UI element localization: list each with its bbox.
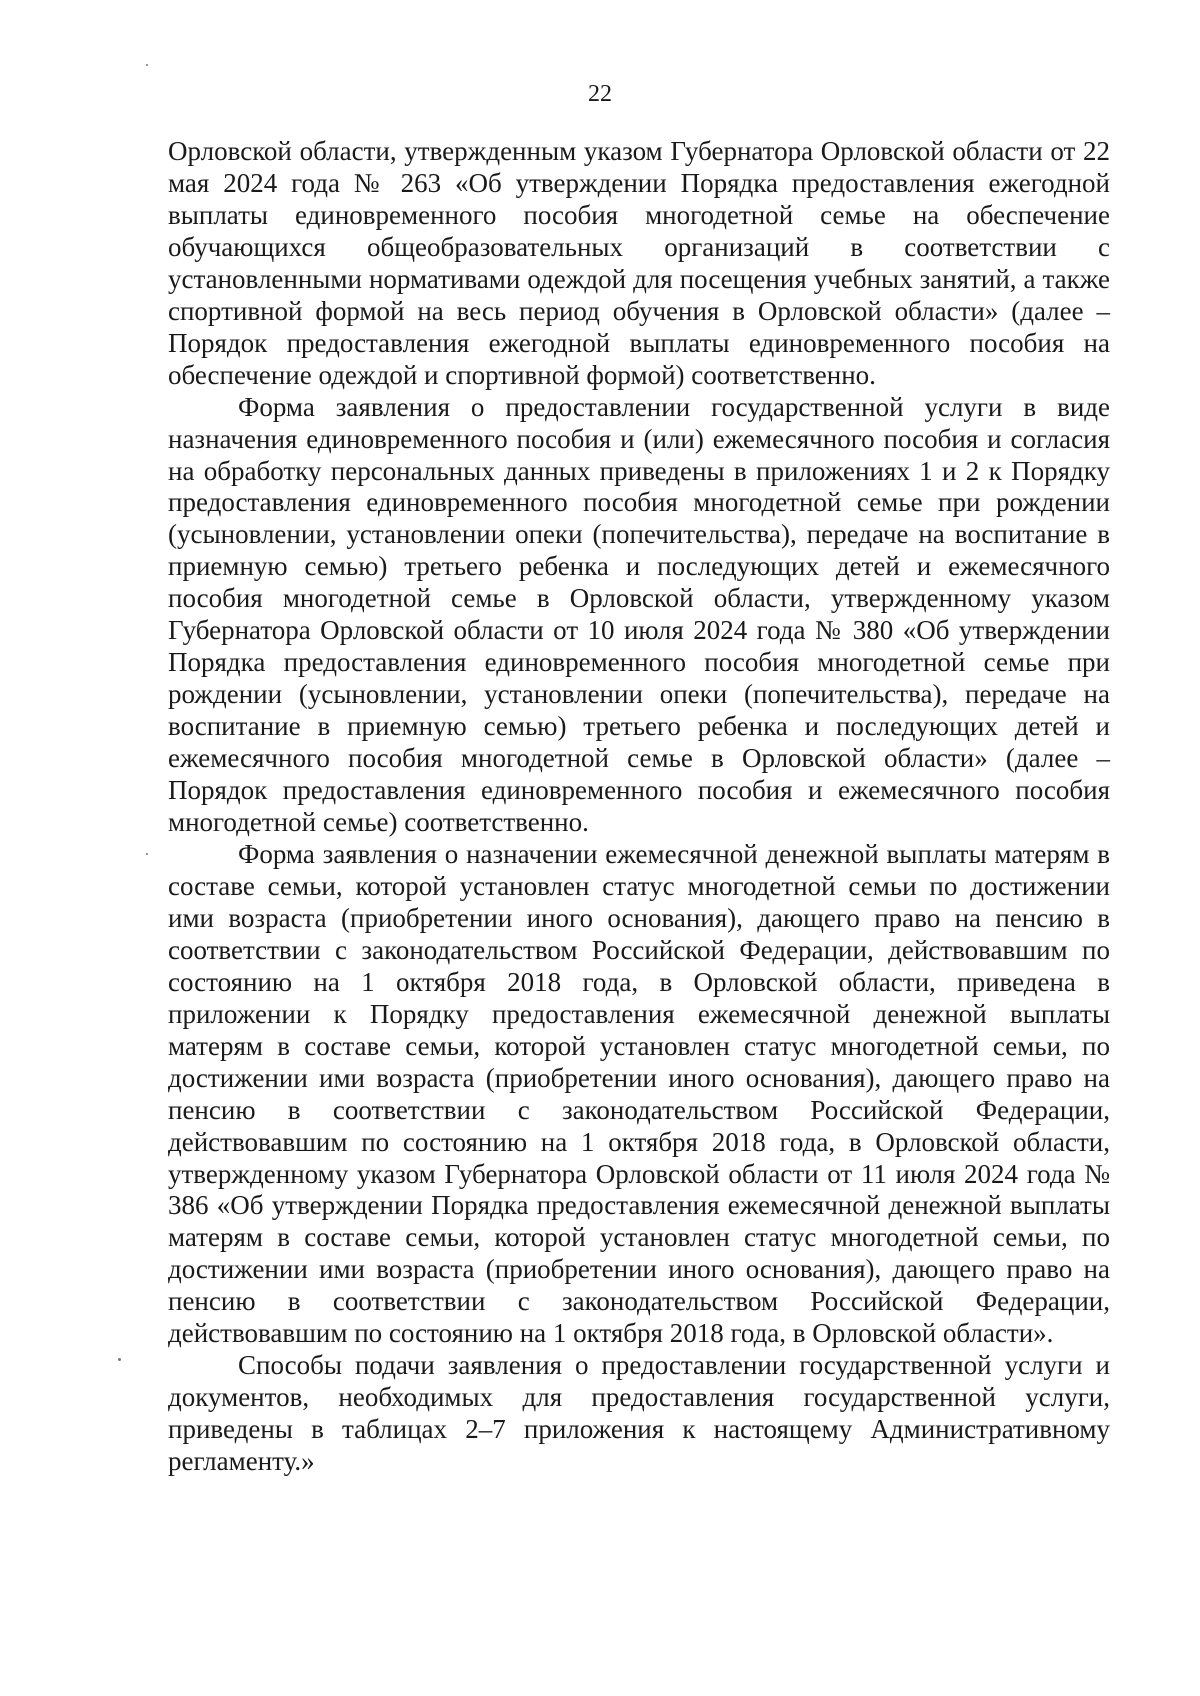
paragraph-form-benefit-application: Форма заявления о предоставлении государственной услуги в виде назначения единовременного пособия и (или) ежемесячного пособия и согласия на обработку персональных данных приведены в приложениях 1 и 2 к Порядку предоставления единовременного пособия многодетной семье при рождении (усыновлении, установлении опеки (попечительства), передаче на воспитание в приемную семью) третьего ребенка и последующих детей и ежемесячного пособия многодетной семье в Орловской области, утвержденному указом Губернатора Орловской области от 10 июля 2024 года № 380 «Об утверждении Порядка предоставления единовременного пособия многодетной семье при рождении (усыновлении, установлении опеки (попечительства), передаче на воспитание в приемную семью) третьего ребенка и последующих детей и ежемесячного пособия многодетной семье в Орловской области» (далее – Порядок предоставления единовременного пособия и ежемесячного пособия многодетной семье) соответственно. [168, 391, 1110, 838]
scan-speck [118, 1358, 121, 1361]
scan-speck [146, 853, 148, 855]
page-number: 22 [588, 81, 612, 107]
scan-speck [146, 64, 148, 66]
document-body [168, 136, 1110, 1478]
paragraph-form-monthly-payment-mothers: Форма заявления о назначении ежемесячной денежной выплаты матерям в составе семьи, которой установлен статус многодетной семьи по достижении ими возраста (приобретении иного основания), дающего право на пенсию в соответствии с законодательством Российской Федерации, действовавшим по состоянию на 1 октября 2018 года, в Орловской области, приведена в приложении к Порядку предоставления ежемесячной денежной выплаты матерям в составе семьи, которой установлен статус многодетной семьи, по достижении ими возраста (приобретении иного основания), дающего право на пенсию в соответствии с законодательством Российской Федерации, действовавшим по состоянию на 1 октября 2018 года, в Орловской области, утвержденному указом Губернатора Орловской области от 11 июля 2024 года № 386 «Об утверждении Порядка предоставления ежемесячной денежной выплаты матерям в составе семьи, которой установлен статус многодетной семьи, по достижении ими возраста (приобретении иного основания), дающего право на пенсию в соответствии с законодательством Российской Федерации, действовавшим по состоянию на 1 октября 2018 года, в Орловской области». [168, 838, 1110, 1349]
paragraph-submission-methods: Способы подачи заявления о предоставлении государственной услуги и документов, необходимых для предоставления государственной услуги, приведены в таблицах 2–7 приложения к настоящему Административному регламенту.» [168, 1350, 1110, 1477]
paragraph-continuation: Орловской области, утвержденным указом Губернатора Орловской области от 22 мая 2024 года № 263 «Об утверждении Порядка предоставления ежегодной выплаты единовременного пособия многодетной семье на обеспечение обучающихся общеобразовательных организаций в соответствии с установленными нормативами одеждой для посещения учебных занятий, а также спортивной формой на весь период обучения в Орловской области» (далее – Порядок предоставления ежегодной выплаты единовременного пособия на обеспечение одеждой и спортивной формой) соответственно. [168, 136, 1110, 390]
